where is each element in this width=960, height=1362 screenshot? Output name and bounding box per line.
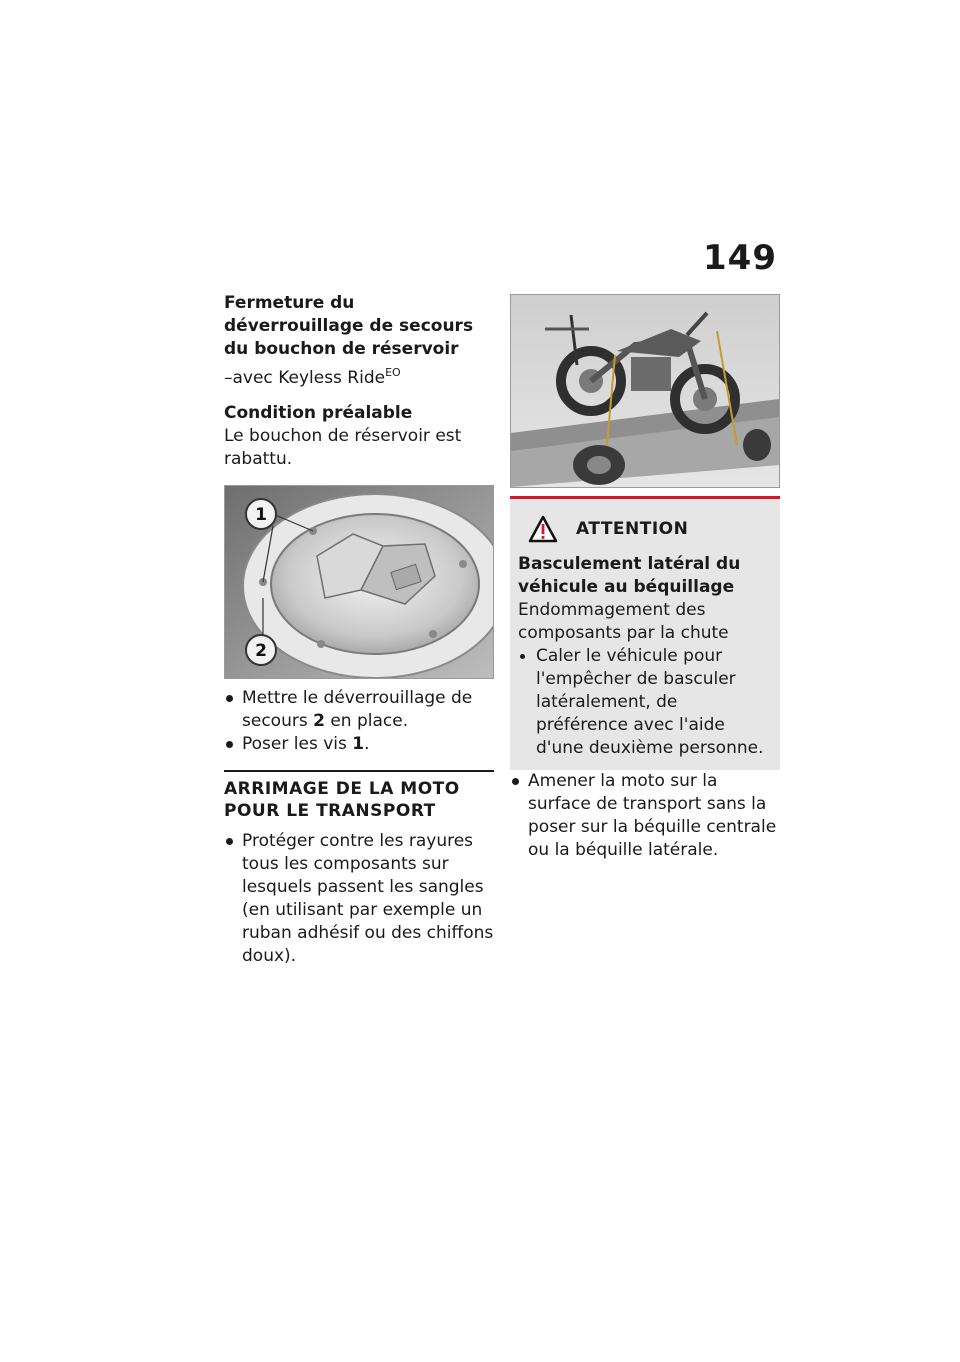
section-heading: Fermeture du déverrouillage de secours du bouchon de réservoir [224, 293, 474, 359]
fuel-cap-figure [224, 485, 494, 679]
warning-box [510, 496, 780, 770]
list-item: Caler le véhicule pour l'empêcher de basculer latéralement, de préférence avec l'aide d'une deuxième personne. [518, 645, 772, 760]
condition-title: Condition préalable [224, 403, 413, 423]
warning-header [518, 515, 772, 543]
list-item: Amener la moto sur la surface de transport sans la poser sur la béquille centrale ou la béquille latérale. [510, 770, 780, 862]
list-item: Poser les vis 1. [224, 733, 494, 756]
right-step-list [510, 770, 780, 862]
motorcycle-illustration [511, 295, 779, 487]
list-item: Protéger contre les rayures tous les composants sur lesquels passent les sangles (en utilisant par exemple un ruban adhésif ou des chiffons doux). [224, 830, 494, 968]
left-column [224, 292, 494, 968]
page-number: 149 [703, 238, 777, 278]
svg-text:1: 1 [255, 505, 267, 525]
transport-step-list [224, 830, 494, 968]
warning-text: Endommagement des composants par la chute [518, 600, 729, 643]
warning-heading: Basculement latéral du véhicule au béquillage [518, 554, 741, 597]
motorcycle-trailer-figure [510, 294, 780, 488]
condition-text: Le bouchon de réservoir est rabattu. [224, 426, 462, 469]
warning-step-list [518, 645, 772, 760]
warning-triangle-icon [528, 515, 558, 543]
list-item: Mettre le déverrouillage de secours 2 en place. [224, 687, 494, 733]
fuel-cap-illustration [225, 486, 493, 678]
warning-label: ATTENTION [576, 519, 689, 539]
step-list [224, 687, 494, 756]
section-title: ARRIMAGE DE LA MOTO POUR LE TRANSPORT [224, 770, 494, 822]
variant-code: EO [385, 366, 401, 379]
variant-note: –avec Keyless Ride$^{EO}$ [224, 366, 401, 388]
svg-text:2: 2 [255, 641, 267, 661]
right-column [510, 294, 780, 862]
